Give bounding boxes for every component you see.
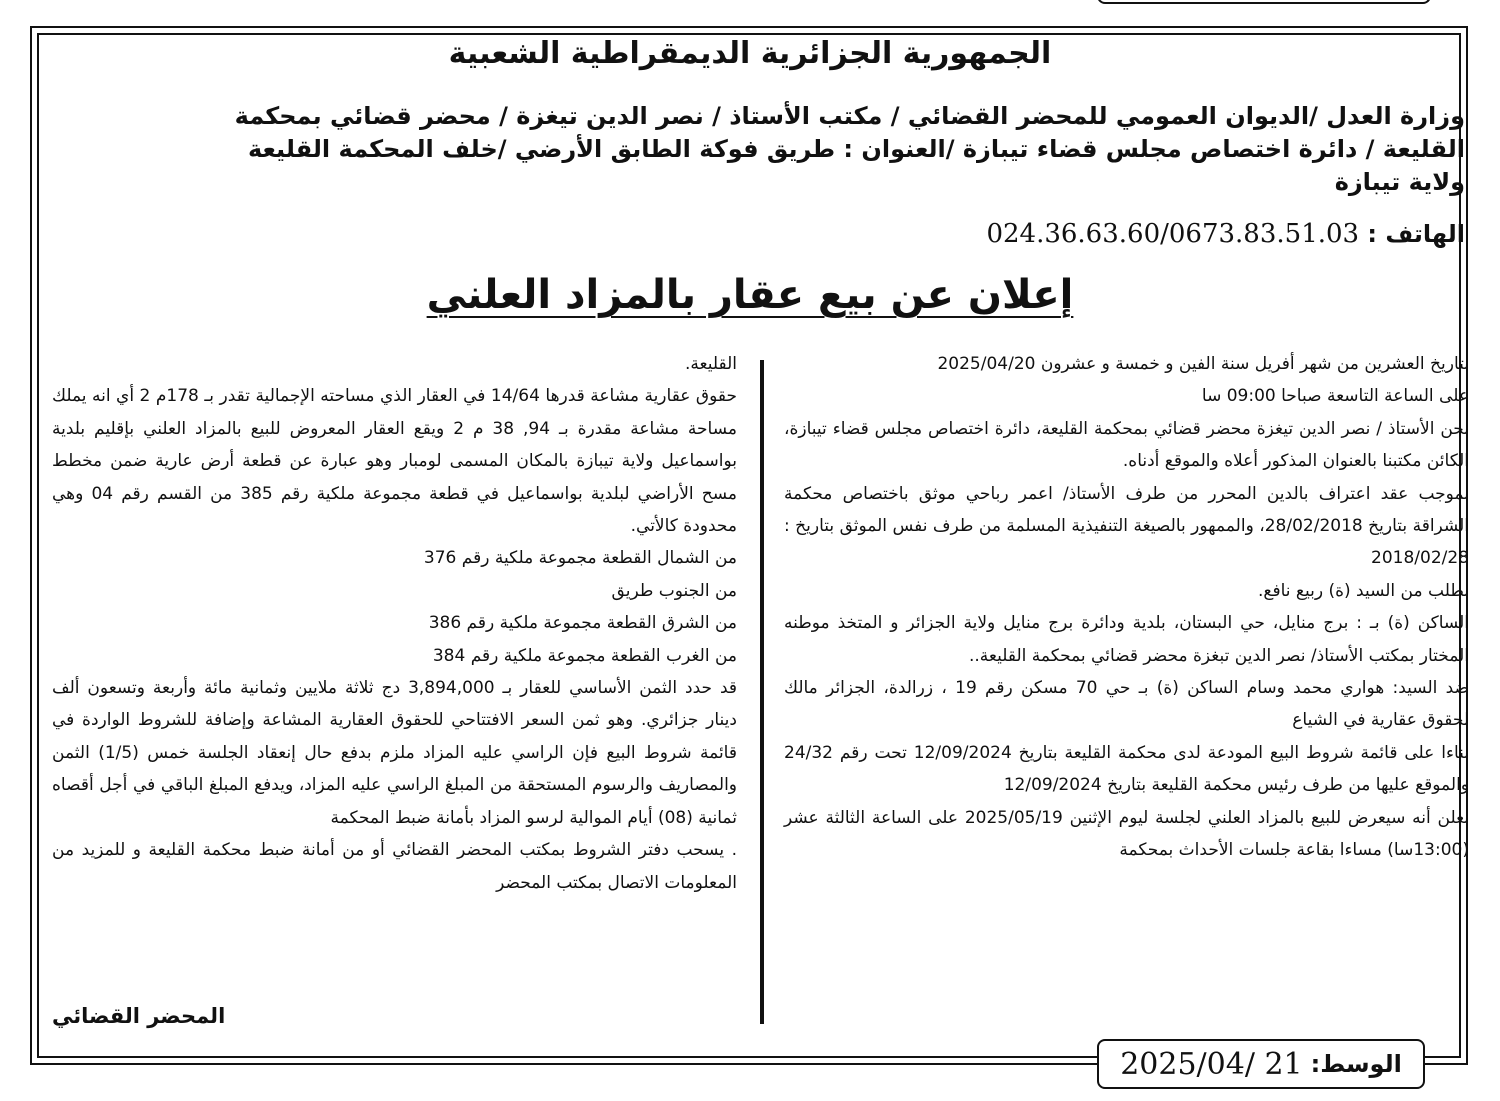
paragraph: الساكن (ة) بـ : برج منايل، حي البستان، بلدية ودائرة برج منايل ولاية الجزائر و المتخذ موطنه المختار بمكتب الأستاذ/ نصر الدين تبغزة محضر قضائي بمحكمة القليعة.. xyxy=(784,613,1469,666)
announcement-headline xyxy=(0,272,1500,318)
right-column xyxy=(784,348,1469,867)
phone-number: 024.36.63.60/0673.83.51.03 xyxy=(986,219,1360,249)
paragraph: نحن الأستاذ / نصر الدين تيغزة محضر قضائي بمحكمة القليعة، دائرة اختصاص مجلس قضاء تيبازة، الكائن مكتبنا بالعنوان المذكور أعلاه والموقع أدناه. xyxy=(784,418,1469,472)
paragraph: بناءا على قائمة شروط البيع المودعة لدى محكمة القليعة بتاريخ 12/09/2024 تحت رقم 24/32 والموقع عليها من طرف رئيس محكمة القليعة بتاريخ 12/09/2024 xyxy=(784,742,1469,796)
newspaper-label: الوسط: xyxy=(1310,1050,1402,1078)
paragraph: نعلن أنه سيعرض للبيع بالمزاد العلني لجلسة ليوم الإثنين 2025/05/19 على الساعة الثالثة عشر (13:00سا) مساءا بقاعة جلسات الأحداث بمحكمة xyxy=(784,807,1470,861)
column-divider xyxy=(760,360,764,1024)
paragraph: من الجنوب طريق xyxy=(611,580,737,601)
headline-text: إعلان عن بيع عقار بالمزاد العلني xyxy=(426,272,1074,318)
paragraph: ضد السيد: هواري محمد وسام الساكن (ة) بـ حي 70 مسكن رقم 19 ، زرالدة، الجزائر مالك لحقوق عقارية في الشياع xyxy=(784,678,1469,731)
phone-line xyxy=(60,219,1465,249)
ministry-line: القليعة / دائرة اختصاص مجلس قضاء تيبازة /العنوان : طريق فوكة الطابق الأرضي /خلف المحكمة القليعة xyxy=(247,135,1465,163)
country-title: الجمهورية الجزائرية الديمقراطية الشعبية xyxy=(448,36,1052,71)
paragraph: . يسحب دفتر الشروط بمكتب المحضر القضائي أو من أمانة ضبط محكمة القليعة و للمزيد من المعلومات الاتصال بمكتب المحضر xyxy=(52,840,737,893)
publication-date: 2025/04/ 21 xyxy=(1120,1046,1303,1082)
publication-date-box xyxy=(1097,1039,1425,1089)
ministry-line: ولاية تيبازة xyxy=(1334,168,1465,196)
bailiff-signature: المحضر القضائي xyxy=(52,1004,226,1028)
paragraph: من الغرب القطعة مجموعة ملكية رقم 384 xyxy=(432,645,737,666)
left-column xyxy=(52,348,737,899)
paragraph: من الشرق القطعة مجموعة ملكية رقم 386 xyxy=(428,613,737,634)
paragraph: حقوق عقارية مشاعة قدرها 14/64 في العقار الذي مساحته الإجمالية تقدر بـ 178م 2 أي انه يملك مساحة مشاعة مقدرة بـ 94, 38 م 2 ويقع العقار المعروض للبيع بالمزاد العلني بإقليم بلدية بواسماعيل ولاية تيبازة بالمكان المسمى لومبار وهو عبارة عن قطعة أرض عارية ضمن مخطط مسح الأراضي لبلدية بواسماعيل في قطعة مجموعة ملكية رقم 385 من القسم رقم 04 وهي محدودة كالأتي. xyxy=(52,386,738,537)
paragraph: قد حدد الثمن الأساسي للعقار بـ 3,894,000 دج ثلاثة ملايين وثمانية مائة وأربعة وتسعون ألف دينار جزائري. وهو ثمن السعر الافتتاحي للحقوق العقارية المشاعة وإضافة للشروط الواردة في قائمة شروط البيع فإن الراسي عليه المزاد ملزم بدفع حال إنعقاد الجلسة خمس (1/5) الثمن والمصاريف والرسوم المستحقة من المبلغ الراسي عليه المزاد، ويدفع المبلغ الباقي في أجل أقصاه ثمانية (08) أيام الموالية لرسو المزاد بأمانة ضبط المحكمة xyxy=(52,678,737,828)
paragraph: بتاريخ العشرين من شهر أفريل سنة الفين و خمسة و عشرون 2025/04/20 xyxy=(937,354,1469,374)
paragraph: على الساعة التاسعة صباحا 09:00 سا xyxy=(1201,386,1469,407)
top-tab-edge xyxy=(1097,0,1431,4)
paragraph: من الشمال القطعة مجموعة ملكية رقم 376 xyxy=(423,548,737,569)
ministry-header xyxy=(60,100,1465,199)
paragraph: بموجب عقد اعتراف بالدين المحرر من طرف الأستاذ/ اعمر رباحي موثق باختصاص محكمة الشراقة بتاريخ 28/02/2018، والممهور بالصيغة التنفيذية المسلمة من طرف نفس الموثق بتاريخ : 2018/02/28 xyxy=(784,483,1469,569)
ministry-line: وزارة العدل /الديوان العمومي للمحضر القضائي / مكتب الأستاذ / نصر الدين تيغزة / محضر قضائي بمحكمة xyxy=(234,102,1465,130)
paragraph: القليعة. xyxy=(685,354,737,374)
paragraph: بطلب من السيد (ة) ربيع نافع. xyxy=(1258,580,1469,601)
phone-label: الهاتف : xyxy=(1367,220,1465,248)
